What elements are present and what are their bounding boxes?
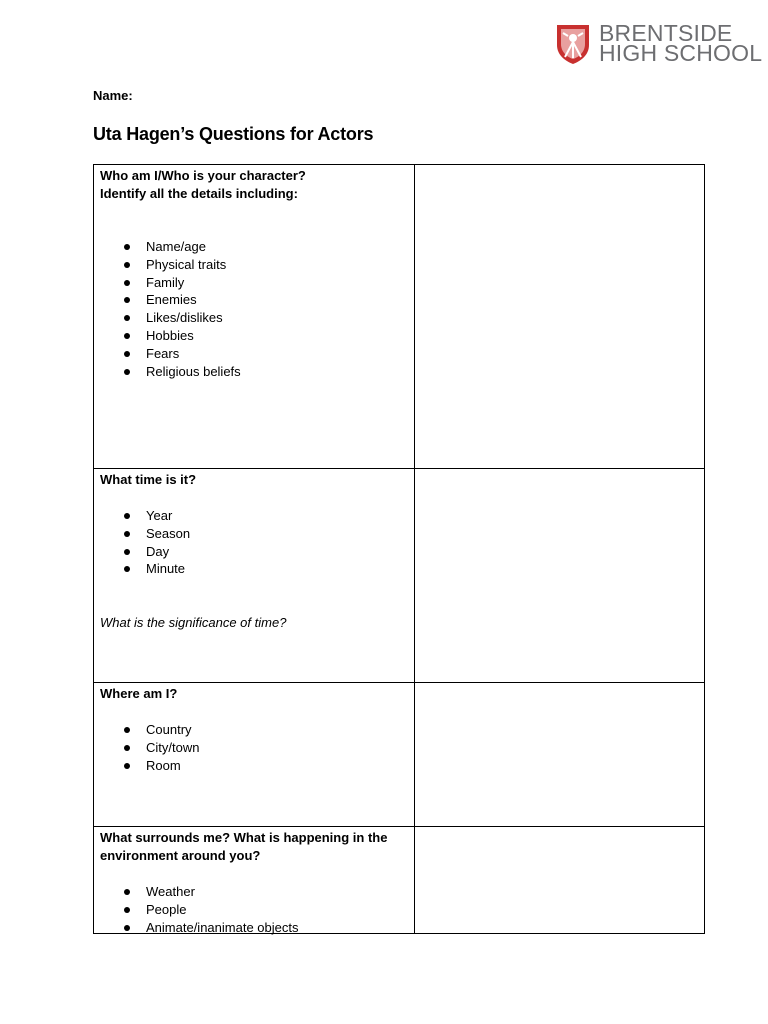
list-item: Animate/inanimate objects bbox=[100, 919, 408, 937]
question-cell bbox=[94, 827, 415, 933]
answer-cell[interactable] bbox=[415, 683, 704, 826]
question-cell bbox=[94, 165, 415, 468]
list-item: Minute bbox=[100, 560, 408, 578]
list-item: Country bbox=[100, 721, 408, 739]
question-cell bbox=[94, 469, 415, 682]
questions-table bbox=[93, 164, 705, 934]
question-line: What time is it? bbox=[100, 472, 197, 487]
question-line: What surrounds me? What is happening in the bbox=[100, 830, 388, 845]
detail-list bbox=[100, 721, 408, 774]
question-line: environment around you? bbox=[100, 848, 261, 863]
list-item: Physical traits bbox=[100, 256, 408, 274]
school-name-line2: HIGH SCHOOL bbox=[599, 40, 763, 66]
list-item: Likes/dislikes bbox=[100, 309, 408, 327]
name-label: Name: bbox=[93, 88, 133, 103]
table-row-time bbox=[94, 469, 704, 683]
list-item: Season bbox=[100, 525, 408, 543]
list-item: Room bbox=[100, 757, 408, 775]
table-row-surroundings bbox=[94, 827, 704, 933]
table-row-identity bbox=[94, 165, 704, 469]
school-name-line1: BRENTSIDE bbox=[599, 20, 733, 46]
list-item: City/town bbox=[100, 739, 408, 757]
list-item: Family bbox=[100, 274, 408, 292]
detail-list bbox=[100, 507, 408, 578]
school-crest-icon bbox=[555, 23, 591, 65]
list-item: Day bbox=[100, 543, 408, 561]
question-line: Who am I/Who is your character? bbox=[100, 168, 306, 183]
detail-list bbox=[100, 238, 408, 380]
list-item: Name/age bbox=[100, 238, 408, 256]
list-item: Religious beliefs bbox=[100, 363, 408, 381]
list-item: People bbox=[100, 901, 408, 919]
list-item: Enemies bbox=[100, 291, 408, 309]
question-line: Identify all the details including: bbox=[100, 186, 298, 201]
school-name bbox=[599, 20, 763, 66]
list-item: Year bbox=[100, 507, 408, 525]
time-significance-note: What is the significance of time? bbox=[100, 615, 287, 631]
question-cell bbox=[94, 683, 415, 826]
page-title: Uta Hagen’s Questions for Actors bbox=[93, 124, 374, 144]
list-item: Hobbies bbox=[100, 327, 408, 345]
answer-cell[interactable] bbox=[415, 469, 704, 682]
detail-list bbox=[100, 883, 408, 936]
list-item: Weather bbox=[100, 883, 408, 901]
table-row-place bbox=[94, 683, 704, 827]
list-item: Fears bbox=[100, 345, 408, 363]
answer-cell[interactable] bbox=[415, 827, 704, 933]
answer-cell[interactable] bbox=[415, 165, 704, 468]
question-line: Where am I? bbox=[100, 686, 178, 701]
school-logo bbox=[553, 20, 763, 72]
